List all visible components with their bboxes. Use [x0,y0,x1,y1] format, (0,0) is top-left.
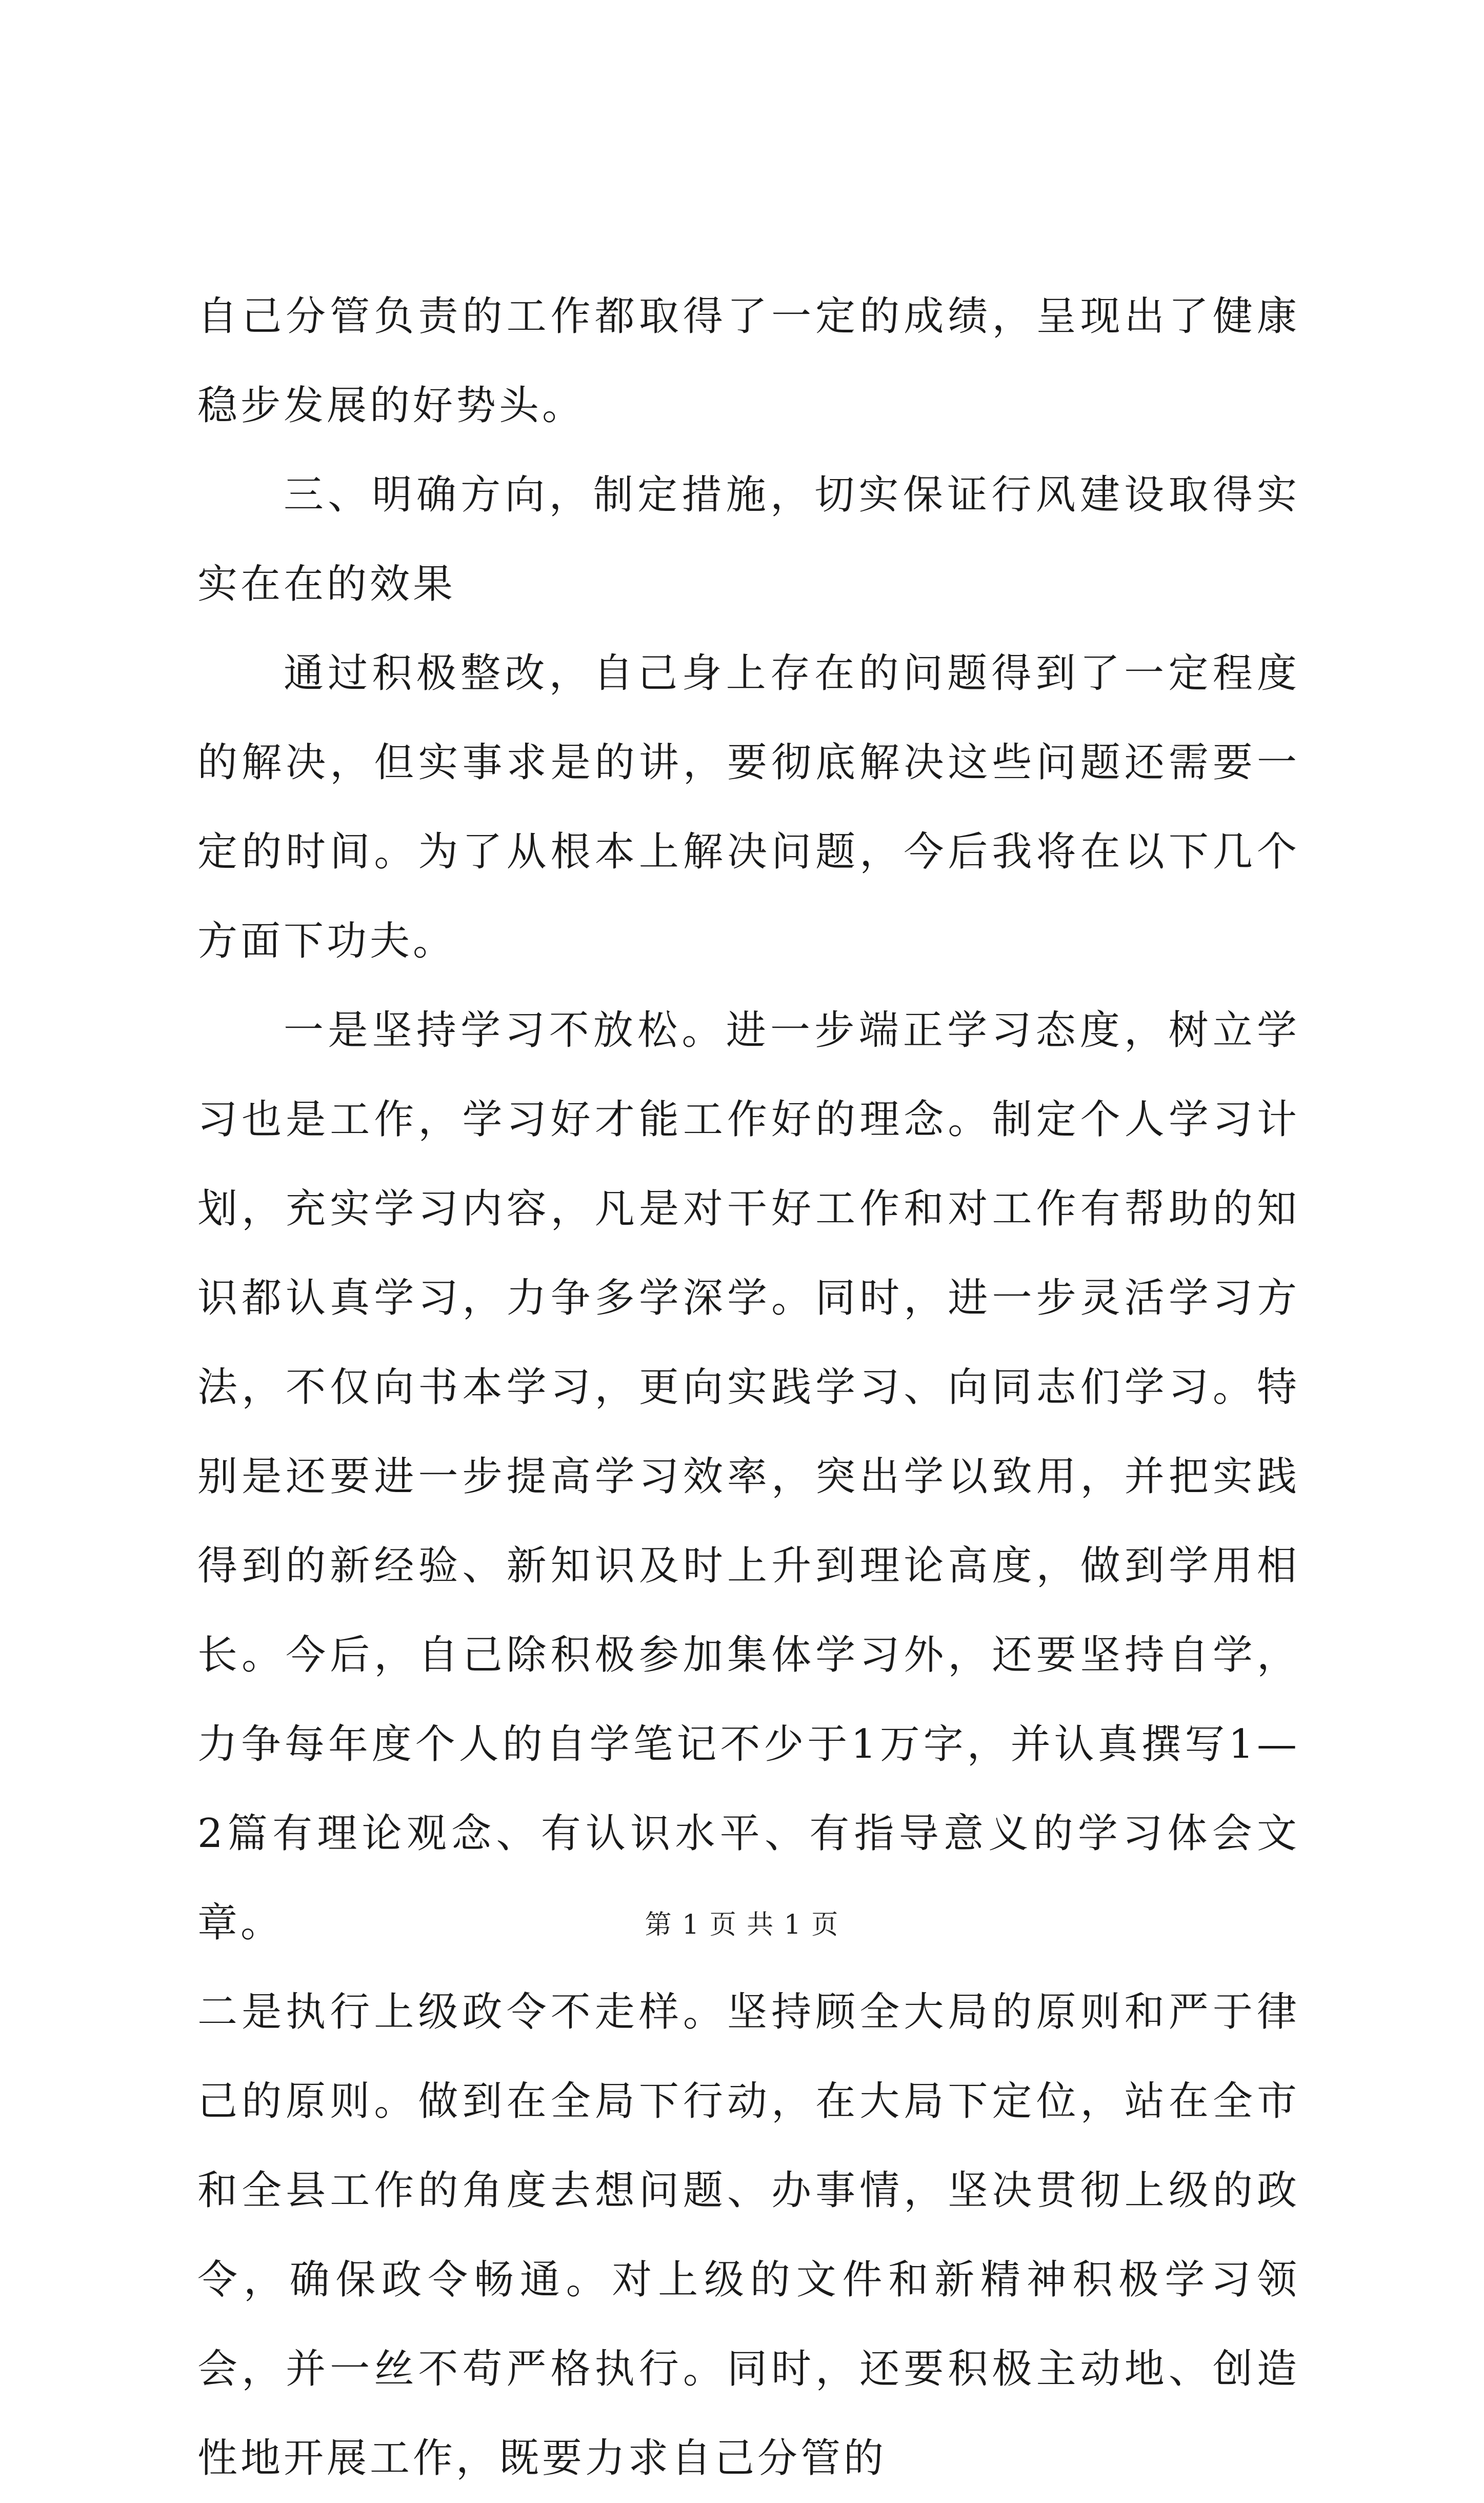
document-body [197,272,1300,2503]
section-heading: 三、明确方向，制定措施，切实保证行风建设取得实实在在的效果 [197,472,1300,607]
paragraph-intro: 通过积极整改，自己身上存在的问题得到了一定程度的解决，但实事求是的讲，要彻底解决这些问题还需要一定的时间。为了从根本上解决问题，今后我将在以下几个方面下功夫。 [197,650,1300,964]
paragraph-point-one: 一是坚持学习不放松。进一步端正学习态度，树立学习也是工作，学习好才能工作好的理念。制定个人学习计划，充实学习内容，凡是对干好工作和对工作有帮助的知识都认真学习，力争多学深学。同时，进一步灵活学习方法，不仅向书本学习，更向实践学习、向同志们学习。特别是还要进一步提高学习效率，突出学以致用，并把实践得到的新经验、新知识及时上升到理论高度，做到学用相长。今后，自己除积极参加集体学习外，还要坚持自学，力争每年度个人的自学笔记不少于1万字，并认真撰写1—2篇有理论观念、有认识水平、有指导意义的学习体会文章。 [197,1007,1300,1946]
paragraph-continuation: 自己分管负责的工作都取得了一定的成绩，呈现出了健康稳步发展的好势头。 [197,293,1300,429]
paragraph-point-two: 二是执行上级政令不走样。坚持顾全大局的原则和严于律己的原则。做到在全局下行动，在大局下定位，站在全市和全县工作的角度去想问题、办事情，坚决贯彻上级的政令，确保政令畅通。对上级的文件和新精神积极学习领会，并一丝不苟严格执行。同时，还要积极主动地、创造性地开展工作，既要力求自己分管的 [197,1989,1300,2481]
page-footer: 第 1 页 共 1 页 [645,1910,839,1940]
